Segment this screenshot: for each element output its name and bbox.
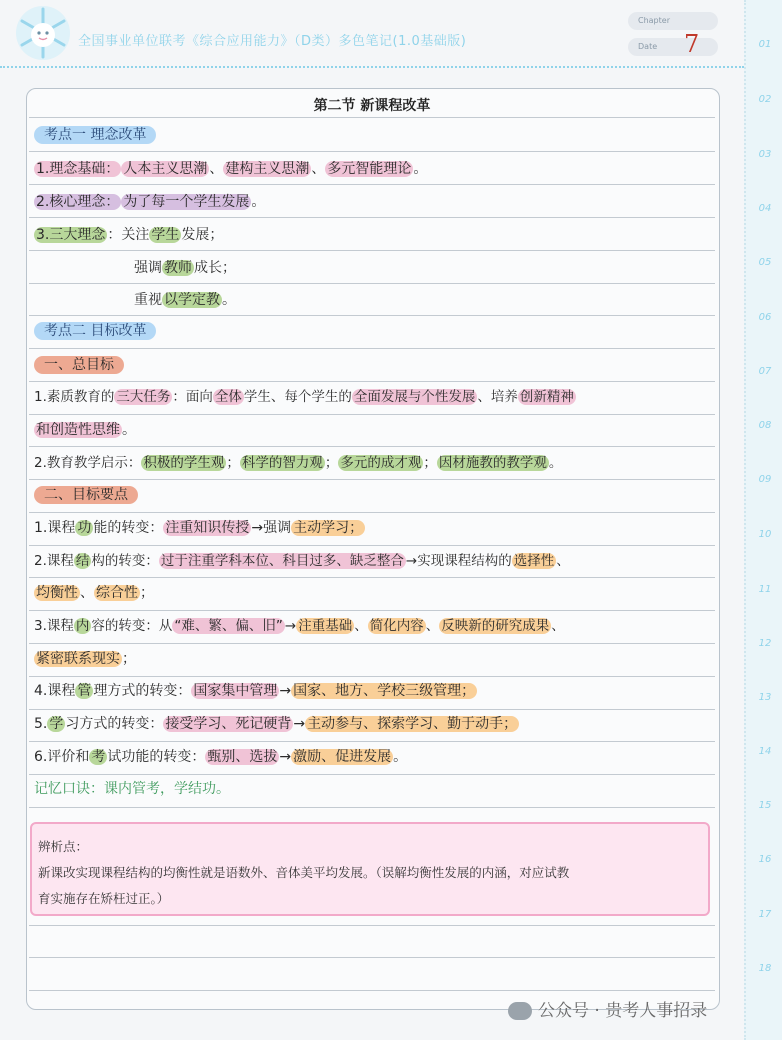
tab-15[interactable]: 15 xyxy=(758,800,772,811)
heading-point-1-label: 考点一 理念改革 xyxy=(34,126,156,144)
text-span: 为了每一个学生发展 xyxy=(123,194,250,210)
subheading-overall-goal xyxy=(34,355,124,375)
tab-11[interactable]: 11 xyxy=(758,584,772,595)
text-span: 、 xyxy=(354,618,368,634)
text-span: → xyxy=(293,716,306,732)
note-text-1: 新课改实现课程结构的均衡性就是语数外、音体美平均发展。（误解均衡性发展的内涵，对应试教 xyxy=(38,865,570,880)
rule-line xyxy=(29,381,715,382)
three-ideas-line-3 xyxy=(134,290,236,310)
text-span: → xyxy=(279,683,292,699)
tab-06[interactable]: 06 xyxy=(758,312,772,323)
text-span: 理方式的转变： xyxy=(93,683,192,699)
tab-03[interactable]: 03 xyxy=(758,149,772,160)
text-span: 1.理念基础： xyxy=(36,161,120,177)
note-label: 辨析点： xyxy=(38,839,89,854)
text-span: 考 xyxy=(91,749,106,765)
text-span: ； xyxy=(324,455,339,471)
rule-line xyxy=(29,479,715,480)
key-line-5 xyxy=(34,714,519,734)
text-span: 2.课程 xyxy=(34,553,74,569)
text-span: ：面向 xyxy=(172,389,213,405)
rule-line xyxy=(29,807,715,808)
text-span: 试功能的转变： xyxy=(107,749,206,765)
analysis-note-box xyxy=(30,822,710,916)
rule-line xyxy=(29,117,715,118)
tab-10[interactable]: 10 xyxy=(758,529,772,540)
rule-line xyxy=(29,709,715,710)
rule-line xyxy=(29,577,715,578)
text-span: ； xyxy=(122,651,136,667)
tab-07[interactable]: 07 xyxy=(758,366,772,377)
text-span: 甄别、选拔 xyxy=(207,749,278,765)
text-span: 容的转变：从 xyxy=(91,618,173,634)
tab-04[interactable]: 04 xyxy=(758,203,772,214)
rule-line xyxy=(29,184,715,185)
text-span: 均衡性 xyxy=(36,585,78,601)
tab-17[interactable]: 17 xyxy=(758,909,772,920)
rule-line xyxy=(29,545,715,546)
text-span: 、 xyxy=(311,161,326,177)
text-span: 强调 xyxy=(134,260,162,276)
tab-05[interactable]: 05 xyxy=(758,257,772,268)
text-span: 。 xyxy=(548,455,563,471)
text-span: 3.课程 xyxy=(34,618,74,634)
tab-13[interactable]: 13 xyxy=(758,692,772,703)
chapter-field[interactable] xyxy=(628,12,718,30)
text-span: 学生 xyxy=(151,227,180,243)
text-span: 2.教育教学启示： xyxy=(34,455,142,471)
goal-line-1b xyxy=(34,420,136,440)
rule-line xyxy=(29,217,715,218)
text-span: 接受学习、死记硬背 xyxy=(165,716,292,732)
text-span: 全面发展与个性发展 xyxy=(353,389,476,405)
text-span: 2.核心理念： xyxy=(36,194,120,210)
tab-12[interactable]: 12 xyxy=(758,638,772,649)
note-text-2: 育实施存在矫枉过正。） xyxy=(38,891,170,906)
text-span: 。 xyxy=(413,161,428,177)
rule-line xyxy=(29,283,715,284)
text-span: 一、总目标 xyxy=(34,356,124,374)
text-span: 1.素质教育的 xyxy=(34,389,115,405)
text-span: 人本主义思潮 xyxy=(123,161,208,177)
text-span: 综合性 xyxy=(96,585,138,601)
text-span: 全体 xyxy=(214,389,242,405)
text-span: 、 xyxy=(556,553,570,569)
core-idea-line xyxy=(34,192,265,212)
key-line-2 xyxy=(34,551,570,571)
watermark xyxy=(508,996,707,1021)
rule-line xyxy=(29,676,715,677)
text-span: 功 xyxy=(77,520,92,536)
rule-line xyxy=(29,957,715,958)
text-span: 。 xyxy=(222,292,236,308)
text-span: →实现课程结构的 xyxy=(405,553,512,569)
date-value: 7 xyxy=(684,30,700,58)
rule-line xyxy=(29,643,715,644)
text-span: 多元智能理论 xyxy=(327,161,412,177)
key-line-3b xyxy=(34,649,136,669)
rule-line xyxy=(29,610,715,611)
text-span: 重视 xyxy=(134,292,162,308)
text-span: 国家集中管理 xyxy=(193,683,278,699)
text-span: 激励、促进发展 xyxy=(293,749,392,765)
text-span: 建构主义思潮 xyxy=(225,161,310,177)
text-span: 反映新的研究成果 xyxy=(441,618,550,634)
text-span: 过于注重学科本位、科目过多、缺乏整合 xyxy=(160,553,404,569)
goal-line-1 xyxy=(34,387,576,407)
tab-09[interactable]: 09 xyxy=(758,474,772,485)
tab-08[interactable]: 08 xyxy=(758,420,772,431)
header-divider xyxy=(0,66,744,68)
key-line-4 xyxy=(34,681,477,701)
text-span: ； xyxy=(226,455,240,471)
date-field[interactable] xyxy=(628,38,718,56)
heading-point-2-label: 考点二 目标改革 xyxy=(34,322,156,340)
key-line-3 xyxy=(34,616,565,636)
section-title: 第二节 新课程改革 xyxy=(313,98,431,114)
concept-basis-line xyxy=(34,159,427,179)
text-span: 成长； xyxy=(194,260,236,276)
text-span: 。 xyxy=(122,422,136,438)
watermark-text: 公众号 · 贵考人事招录 xyxy=(538,1001,708,1021)
heading-point-2 xyxy=(34,321,156,341)
rule-line xyxy=(29,741,715,742)
text-span: → xyxy=(284,618,297,634)
text-span: 注重知识传授 xyxy=(165,520,250,536)
text-span: →强调 xyxy=(251,520,292,536)
text-span: 。 xyxy=(393,749,408,765)
key-line-1 xyxy=(34,518,365,538)
text-span: 学生、每个学生的 xyxy=(243,389,352,405)
text-span: 、 xyxy=(209,161,224,177)
subheading-goal-points xyxy=(34,485,138,505)
text-span: 以学定教 xyxy=(164,292,220,308)
rule-line xyxy=(29,512,715,513)
text-span: ：关注 xyxy=(107,227,150,243)
text-span: 科学的智力观 xyxy=(241,455,323,471)
text-span: 发展； xyxy=(181,227,224,243)
key-line-6 xyxy=(34,747,407,767)
text-span: 构的转变： xyxy=(91,553,159,569)
text-span: 4.课程 xyxy=(34,683,76,699)
text-span: 注重基础 xyxy=(298,618,353,634)
text-span: 主动学习； xyxy=(293,520,364,536)
text-span: 结 xyxy=(75,553,90,569)
wechat-icon xyxy=(508,1002,532,1020)
text-span: 学 xyxy=(49,716,64,732)
text-span: → xyxy=(279,749,292,765)
text-span: 5. xyxy=(34,716,48,732)
text-span: 、 xyxy=(425,618,440,634)
text-span: ； xyxy=(140,585,154,601)
header-title: 全国事业单位联考《综合应用能力》（D类）多色笔记(1.0基础版) xyxy=(78,34,467,49)
text-span: 、 xyxy=(551,618,565,634)
text-span: 教师 xyxy=(164,260,192,276)
text-span: 管 xyxy=(77,683,92,699)
text-span: 二、目标要点 xyxy=(34,486,138,504)
snowflake-logo-icon xyxy=(14,4,72,62)
mnemonic-line: 记忆口诀：课内管考，学结功。 xyxy=(34,781,230,797)
rule-line xyxy=(29,250,715,251)
three-ideas-line-2 xyxy=(134,258,236,278)
text-span: 积极的学生观 xyxy=(143,455,225,471)
chapter-label: Chapter xyxy=(638,16,670,25)
index-tabs xyxy=(744,0,782,1040)
text-span: 主动参与、探索学习、勤于动手； xyxy=(307,716,518,732)
date-label: Date xyxy=(638,42,658,51)
text-span: 3.三大理念 xyxy=(36,227,106,243)
text-span: 6.评价和 xyxy=(34,749,90,765)
key-line-2b xyxy=(34,583,154,603)
text-span: 。 xyxy=(251,194,266,210)
rule-line xyxy=(29,925,715,926)
heading-point-1 xyxy=(34,125,156,145)
text-span: 选择性 xyxy=(513,553,555,569)
text-span: 、 xyxy=(80,585,94,601)
goal-line-2 xyxy=(34,453,562,473)
text-span: 三大任务 xyxy=(116,389,171,405)
tab-02[interactable]: 02 xyxy=(758,94,772,105)
text-span: 创新精神 xyxy=(519,389,574,405)
rule-line xyxy=(29,315,715,316)
text-span: “难、繁、偏、旧” xyxy=(174,618,283,634)
three-ideas-line xyxy=(34,225,223,245)
tab-01[interactable]: 01 xyxy=(758,39,772,50)
rule-line xyxy=(29,774,715,775)
text-span: 紧密联系现实 xyxy=(36,651,120,667)
rule-line xyxy=(29,990,715,991)
text-span: 国家、地方、学校三级管理； xyxy=(293,683,476,699)
text-span: 因材施教的教学观 xyxy=(438,455,547,471)
tab-16[interactable]: 16 xyxy=(758,854,772,865)
text-span: ； xyxy=(423,455,437,471)
rule-line xyxy=(29,348,715,349)
rule-line xyxy=(29,414,715,415)
text-span: 简化内容 xyxy=(369,618,424,634)
rule-line xyxy=(29,151,715,152)
text-span: 多元的成才观 xyxy=(340,455,422,471)
text-span: 和创造性思维 xyxy=(36,422,120,438)
tab-18[interactable]: 18 xyxy=(758,963,772,974)
text-span: 能的转变： xyxy=(93,520,164,536)
tab-14[interactable]: 14 xyxy=(758,746,772,757)
text-span: 、培养 xyxy=(477,389,518,405)
text-span: 内 xyxy=(75,618,90,634)
text-span: 1.课程 xyxy=(34,520,76,536)
text-span: 习方式的转变： xyxy=(65,716,164,732)
rule-line xyxy=(29,446,715,447)
